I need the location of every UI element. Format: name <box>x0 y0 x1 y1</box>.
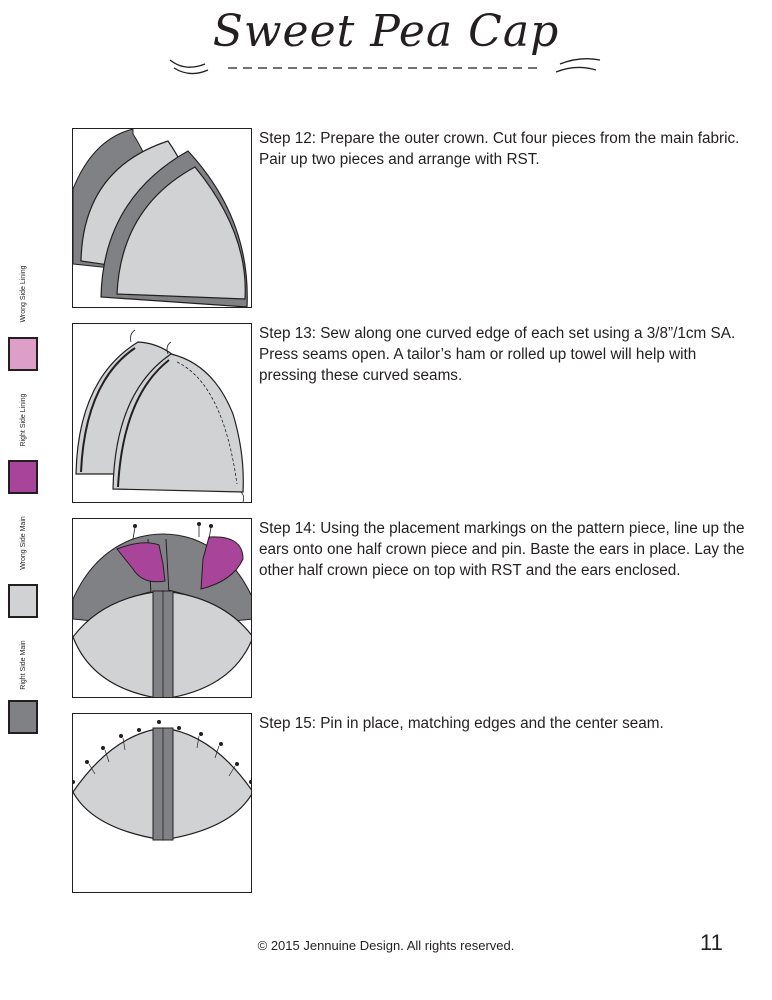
swatch-wrong-side-lining <box>8 337 38 371</box>
step-15-illustration <box>72 713 252 893</box>
legend-label-right-side-main: Right Side Main <box>20 640 27 690</box>
title-flourish <box>160 50 610 80</box>
swatch-wrong-side-main <box>8 584 38 618</box>
step-12-text: Step 12: Prepare the outer crown. Cut four pieces from the main fabric. Pair up two pieces and arrange with RST. <box>259 130 740 168</box>
copyright-footer: © 2015 Jennuine Design. All rights reserved. <box>257 938 515 953</box>
step-13-illustration <box>72 323 252 503</box>
step-15-text: Step 15: Pin in place, matching edges and the center seam. <box>259 715 664 732</box>
step-14-illustration <box>72 518 252 698</box>
swatch-right-side-lining <box>8 460 38 494</box>
step-14-text: Step 14: Using the placement markings on the pattern piece, line up the ears onto one half crown piece and pin. Baste the ears in place. Lay the other half crown piece on top with RST and the ears enclosed. <box>259 520 745 579</box>
fabric-legend <box>6 0 42 1000</box>
legend-label-wrong-side-lining: Wrong Side Lining <box>20 265 27 323</box>
legend-label-wrong-side-main: Wrong Side Main <box>20 516 27 570</box>
legend-label-right-side-lining: Right Side Lining <box>20 393 27 447</box>
step-12-illustration <box>72 128 252 308</box>
step-13-text: Step 13: Sew along one curved edge of each set using a 3/8”/1cm SA. Press seams open. A tailor’s ham or rolled up towel will help with pressing these curved seams. <box>259 325 736 384</box>
page-number: 11 <box>700 930 723 955</box>
swatch-right-side-main <box>8 700 38 734</box>
page-title: Sweet Pea Cap <box>212 6 560 57</box>
